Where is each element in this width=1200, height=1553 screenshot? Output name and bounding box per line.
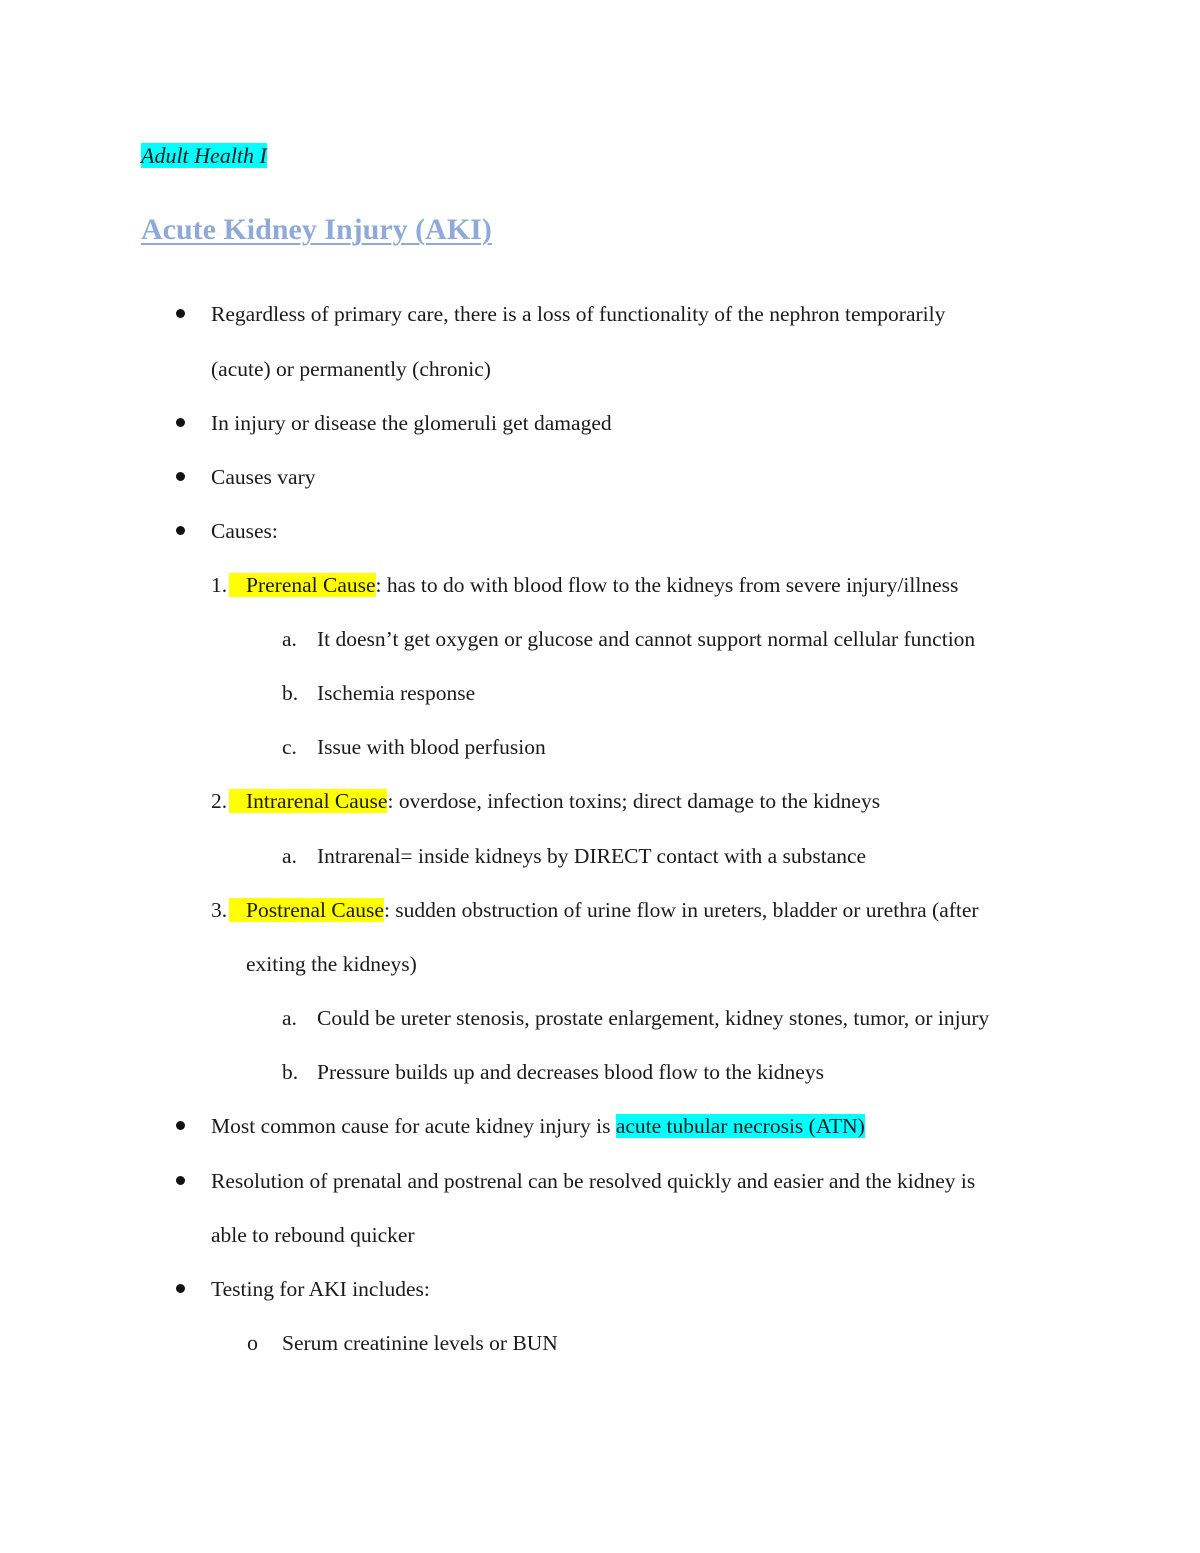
bullet-text: Causes vary [211,465,316,489]
numbered-item-continuation: exiting the kidneys) [246,952,417,976]
bullet-dot [176,1176,185,1185]
bullet-text: Resolution of prenatal and postrenal can be resolved quickly and easier and the kidney is [211,1169,976,1193]
letter-marker: b. [282,1060,299,1084]
bullet-text: Causes: [211,519,278,543]
cause-text: : overdose, infection toxins; direct damage to the kidneys [387,789,881,813]
course-label: Adult Health I [141,143,267,168]
numbered-item [229,895,979,925]
numbered-marker: 1. [211,573,228,597]
sub-item: Ischemia response [317,681,476,705]
sub-item: Intrarenal= inside kidneys by DIRECT contact with a substance [317,844,867,868]
numbered-marker: 3. [211,898,228,922]
bullet-text: Testing for AKI includes: [211,1277,430,1301]
bullet-dot [176,1121,185,1130]
letter-marker: b. [282,681,299,705]
sub-item: Could be ureter stenosis, prostate enlargement, kidney stones, tumor, or injury [317,1006,990,1030]
letter-marker: a. [282,844,297,868]
sub-item: Issue with blood perfusion [317,735,546,759]
atn-prefix: Most common cause for acute kidney injury is [211,1114,616,1138]
sub-item: Pressure builds up and decreases blood flow to the kidneys [317,1060,824,1084]
cause-term: Prerenal Cause [229,573,376,597]
sub-bullet-text: Serum creatinine levels or BUN [282,1331,558,1355]
numbered-marker: 2. [211,789,228,813]
bullet-text: In injury or disease the glomeruli get damaged [211,411,612,435]
bullet-text [211,1111,865,1141]
bullet-dot [176,309,185,318]
sub-item: It doesn’t get oxygen or glucose and cannot support normal cellular function [317,627,976,651]
bullet-dot [176,472,185,481]
bullet-text: Regardless of primary care, there is a loss of functionality of the nephron temporarily [211,302,946,326]
bullet-dot [176,418,185,427]
bullet-dot [176,1284,185,1293]
page-title: Acute Kidney Injury (AKI) [141,213,492,246]
cause-term: Postrenal Cause [229,898,384,922]
bullet-text: able to rebound quicker [211,1223,415,1247]
cause-text: : sudden obstruction of urine flow in ureters, bladder or urethra (after [383,898,979,922]
numbered-item [229,570,958,600]
atn-highlight: acute tubular necrosis (ATN) [615,1114,865,1138]
letter-marker: a. [282,627,297,651]
cause-term: Intrarenal Cause [229,789,387,813]
letter-marker: a. [282,1006,297,1030]
letter-marker: c. [282,735,297,759]
bullet-dot [176,526,185,535]
circle-bullet: o [247,1330,258,1355]
numbered-item [229,786,880,816]
cause-text: : has to do with blood flow to the kidneys from severe injury/illness [375,573,959,597]
bullet-text: (acute) or permanently (chronic) [211,357,491,381]
